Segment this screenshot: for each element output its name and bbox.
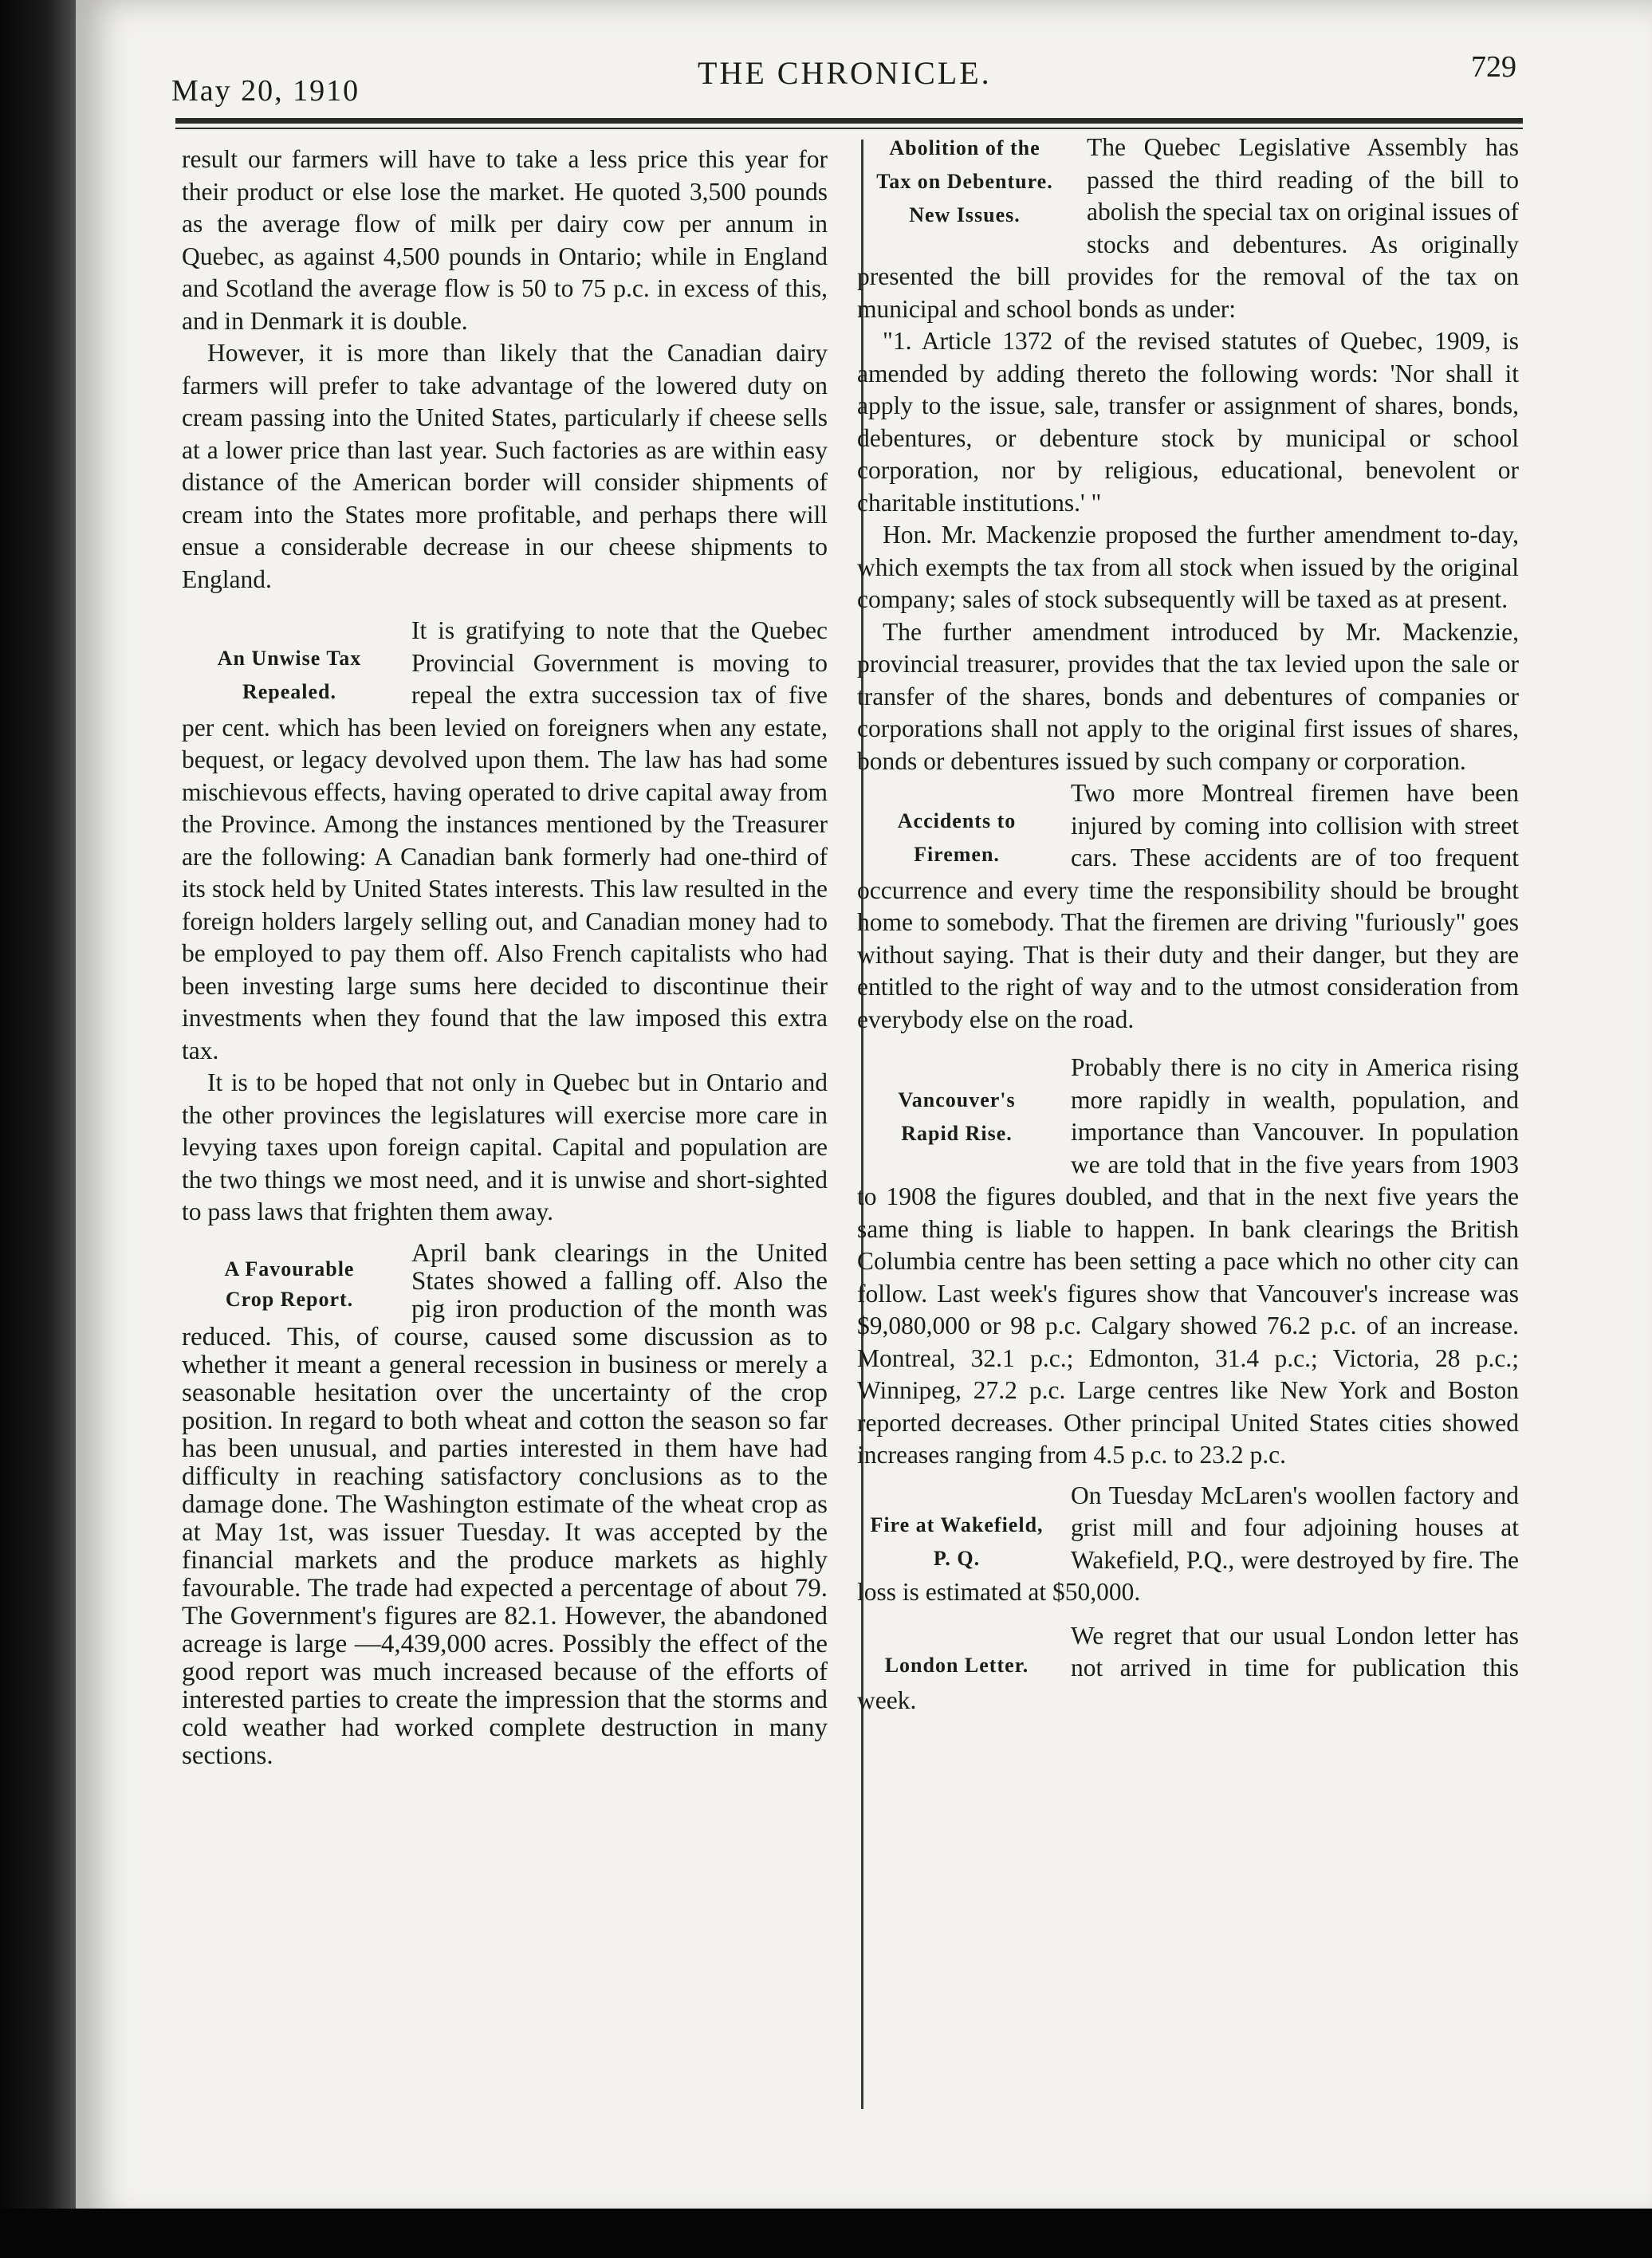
article-london-letter [857,1620,1519,1717]
article-unwise-tax [182,615,828,1229]
article-crop-report [182,1240,828,1770]
intro-paragraph: result our farmers will have to take a less price this year for their product or else lose the market. He quoted 3,500 pounds as the average flow of milk per dairy cow per annum in Quebec, as against 4,500 pounds in Ontario; while in England and Scotland the average flow is 50 to 75 p.c. in excess of this, and in Denmark it is double. [182,145,828,335]
article-wakefield [857,1480,1519,1609]
article-paragraph: We regret that our usual London letter has not arrived in time for publication this week. [857,1621,1519,1714]
running-header [171,49,1532,108]
side-heading-vancouver: Vancouver's Rapid Rise. [898,1088,1016,1145]
article-paragraph: It is gratifying to note that the Quebec Provincial Government is moving to repeal the extra succession tax of five per cent. which has been levied on foreigners when any estate, bequest, or legacy devolved upon them. The law has had some mischievous effects, having operated to drive capital away from the Province. Among the instances mentioned by the Treasurer are the following: A Canadian bank formerly had one-third of its stock held by United States interests. This law resulted in the foreign holders largely selling out, and Canadian money had to be employed to pay them off. Also French capitalists who had been investing large sums here decided to discontinue their investments when they found that the law imposed this extra tax. [182,616,828,1064]
article-paragraph: Probably there is no city in America rising more rapidly in wealth, population, and importance than Vancouver. In population we are told that in the five years from 1903 to 1908 the figures doubled, and that in the next five years the same thing is liable to happen. In bank clearings the British Columbia centre has been setting a pace which no other city can follow. Last week's figures show that Vancouver's increase was $9,080,000 or 98 p.c. Calgary showed 76.2 p.c. of an increase. Montreal, 32.1 p.c.; Edmonton, 31.4 p.c.; Victoria, 28 p.c.; Winnipeg, 27.2 p.c. Large centres like New York and Boston reported decreases. Other principal United States cities showed increases ranging from 4.5 p.c. to 23.2 p.c. [857,1053,1519,1469]
article-paragraph: "1. Article 1372 of the revised statutes of Quebec, 1909, is amended by adding thereto the following words: 'Nor shall it apply to the issue, sale, transfer or assignment of shares, bonds, debentures, or debenture stock by municipal or school corporation, nor by religious, educational, benevolent or charitable institutions.' " [857,327,1519,517]
article-abolition [857,132,1519,777]
side-heading-abolition: Abolition of the Tax on Debenture. New Issues. [876,136,1053,226]
left-column [182,144,828,1770]
article-paragraph: Hon. Mr. Mackenzie proposed the further amendment to-day, which exempts the tax from all stock when issued by the original company; sales of stock subsequently will be taxed as at present. [857,521,1519,613]
intro-paragraph: However, it is more than likely that the Canadian dairy farmers will prefer to take advantage of the lowered duty on cream passing into the United States, particularly if cheese sells at a lower price than last year. Such factories as are within easy distance of the American border will consider shipments of cream into the States more profitable, and perhaps there will ensue a considerable decrease in our cheese shipments to England. [182,339,828,593]
article-vancouver [857,1052,1519,1472]
header-rule-thin [175,128,1523,129]
article-paragraph: April bank clearings in the United States showed a falling off. Also the pig iron production of the month was reduced. This, of course, caused some discussion as to whether it meant a general recession in business or merely a seasonable hesitation over the uncertainty of the crop position. In regard to both wheat and cotton the season so far has been unusual, and parties interested in them have had difficulty in reaching satisfactory conclusions as to the damage done. The Washington estimate of the wheat crop as at May 1st, was issuer Tuesday. It was accepted by the financial markets and the produce markets as highly favourable. The trade had expected a percentage of about 79. The Government's figures are 82.1. However, the abandoned acreage is large —4,439,000 acres. Possibly the effect of the good report was much increased because of the efforts of interested parties to create the impression that the storms and cold weather had worked complete destruction in many sections. [182,1239,828,1770]
article-paragraph: The Quebec Legislative Assembly has passed the third reading of the bill to abolish the special tax on original issues of stocks and debentures. As originally presented the bill provides for the removal of the tax on municipal and school bonds as under: [857,133,1519,323]
side-heading-london-letter: London Letter. [884,1653,1029,1677]
side-heading-wakefield: Fire at Wakefield, P. Q. [870,1513,1044,1570]
right-column [857,132,1519,1717]
article-paragraph: On Tuesday McLaren's woollen factory and grist mill and four adjoining houses at Wakefield, P.Q., were destroyed by fire. The loss is estimated at $50,000. [857,1481,1519,1606]
side-heading-unwise-tax: An Unwise Tax Repealed. [217,647,362,703]
article-paragraph: It is to be hoped that not only in Quebec but in Ontario and the other provinces the legislatures will exercise more care in levying taxes upon foreign capital. Capital and population are the two things we most need, and it is unwise and short-sighted to pass laws that frighten them away. [182,1068,828,1225]
article-paragraph: The further amendment introduced by Mr. Mackenzie, provincial treasurer, provides that the tax levied upon the sale or transfer of the shares, bonds and debentures of companies or corporations shall not apply to the original first issues of shares, bonds or debentures issued by such company or corporation. [857,617,1519,775]
side-heading-crop-report: A Favourable Crop Report. [224,1257,355,1311]
publication-title: THE CHRONICLE. [698,55,992,91]
article-paragraph: Two more Montreal firemen have been injured by coming into collision with street cars. These accidents are of too frequent occurrence and every time the responsibility should be brought home to somebody. That the firemen are driving "furiously" goes without saying. That is their duty and their danger, but they are entitled to the right of way and to the utmost consideration from everybody else on the road. [857,779,1519,1033]
side-heading-firemen: Accidents to Firemen. [897,809,1017,866]
article-firemen [857,777,1519,1036]
scan-bottom-border [0,2209,1652,2258]
issue-date: May 20, 1910 [171,74,360,108]
page-number: 729 [1471,50,1516,84]
header-rule-thick [175,118,1523,124]
